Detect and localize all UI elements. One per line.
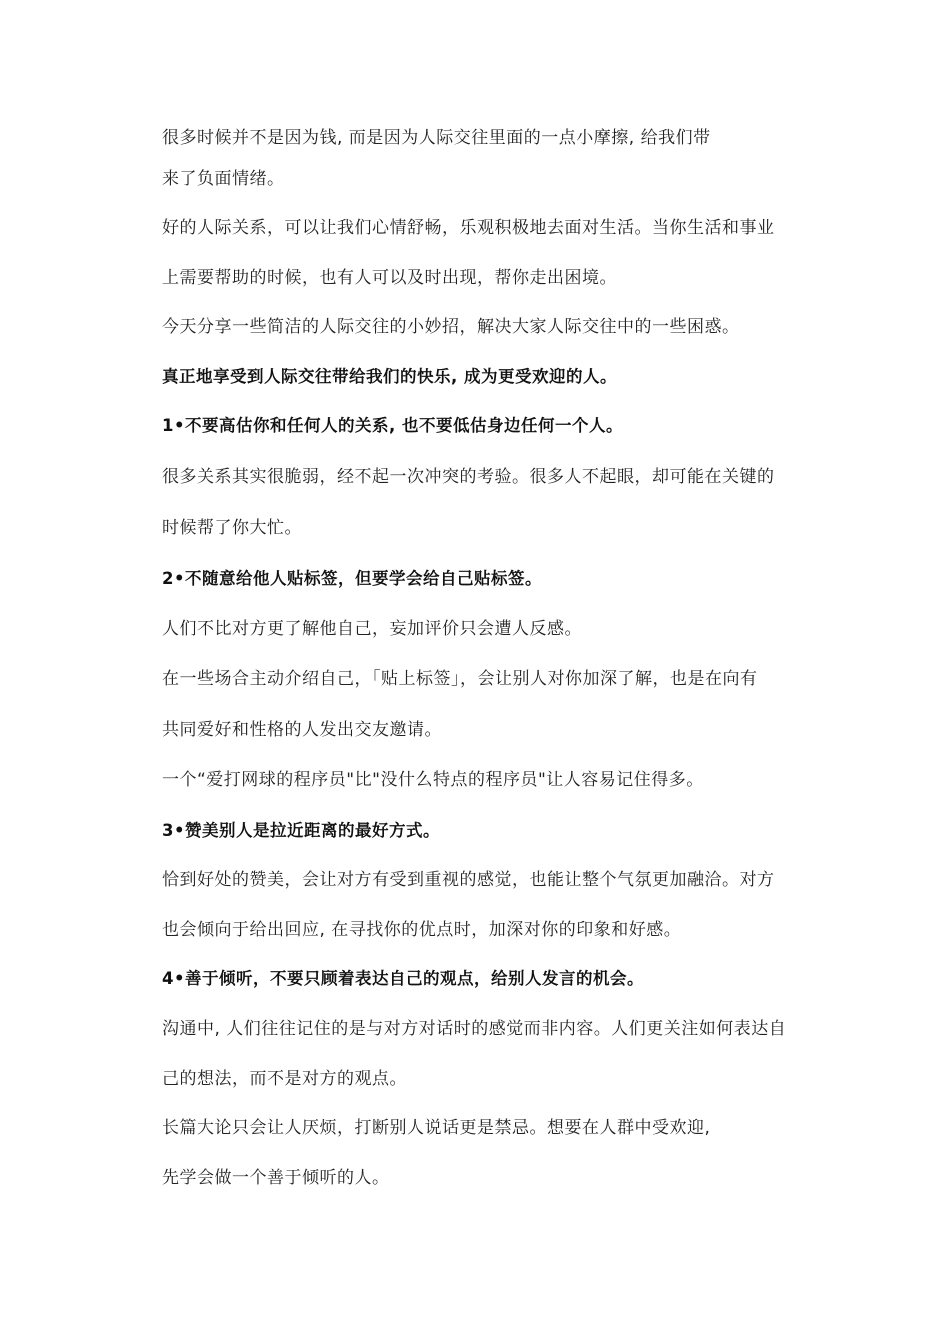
body-text-line: 沟通中, 人们往往记住的是与对方对话时的感觉而非内容。人们更关注如何表达自 — [162, 1019, 787, 1039]
body-text-line: 共同爱好和性格的人发出交友邀请。 — [162, 720, 442, 740]
body-text-line: 也会倾向于给出回应, 在寻找你的优点时，加深对你的印象和好感。 — [162, 920, 682, 940]
body-text-line: 人们不比对方更了解他自己，妄加评价只会遭人反感。 — [162, 619, 582, 639]
body-text-line: 很多关系其实很脆弱，经不起一次冲突的考验。很多人不起眼，却可能在关键的 — [162, 467, 775, 487]
body-text-line: 好的人际关系，可以让我们心情舒畅，乐观积极地去面对生活。当你生活和事业 — [162, 218, 775, 238]
section-heading-1: 1•不要高估你和任何人的关系, 也不要低估身边任何一个人。 — [162, 416, 624, 435]
body-text-line: 很多时候并不是因为钱, 而是因为人际交往里面的一点小摩擦, 给我们带 — [162, 128, 711, 148]
body-text-line: 在一些场合主动介绍自己，「贴上标签」，会让别人对你加深了解，也是在向有 — [162, 669, 758, 689]
body-text-line: 时候帮了你大忙。 — [162, 518, 302, 538]
intro-heading: 真正地享受到人际交往带给我们的快乐, 成为更受欢迎的人。 — [162, 367, 618, 386]
body-text-line: 己的想法，而不是对方的观点。 — [162, 1069, 407, 1089]
body-text-line: 恰到好处的赞美，会让对方有受到重视的感觉，也能让整个气氛更加融洽。对方 — [162, 870, 775, 890]
body-text-line: 先学会做一个善于倾听的人。 — [162, 1168, 390, 1188]
section-heading-4: 4•善于倾听，不要只顾着表达自己的观点，给别人发言的机会。 — [162, 969, 645, 988]
body-text-line: 来了负面情绪。 — [162, 169, 285, 189]
body-text-line: 长篇大论只会让人厌烦，打断别人说话更是禁忌。想要在人群中受欢迎, — [162, 1118, 711, 1138]
section-heading-2: 2•不随意给他人贴标签，但要学会给自己贴标签。 — [162, 569, 543, 588]
body-text-line: 一个“爱打网球的程序员"比"没什么特点的程序员"让人容易记住得多。 — [162, 770, 704, 790]
body-text-line: 上需要帮助的时候，也有人可以及时出现，帮你走出困境。 — [162, 268, 617, 288]
body-text-line: 今天分享一些简洁的人际交往的小妙招，解决大家人际交往中的一些困惑。 — [162, 317, 740, 337]
section-heading-3: 3•赞美别人是拉近距离的最好方式。 — [162, 821, 441, 840]
